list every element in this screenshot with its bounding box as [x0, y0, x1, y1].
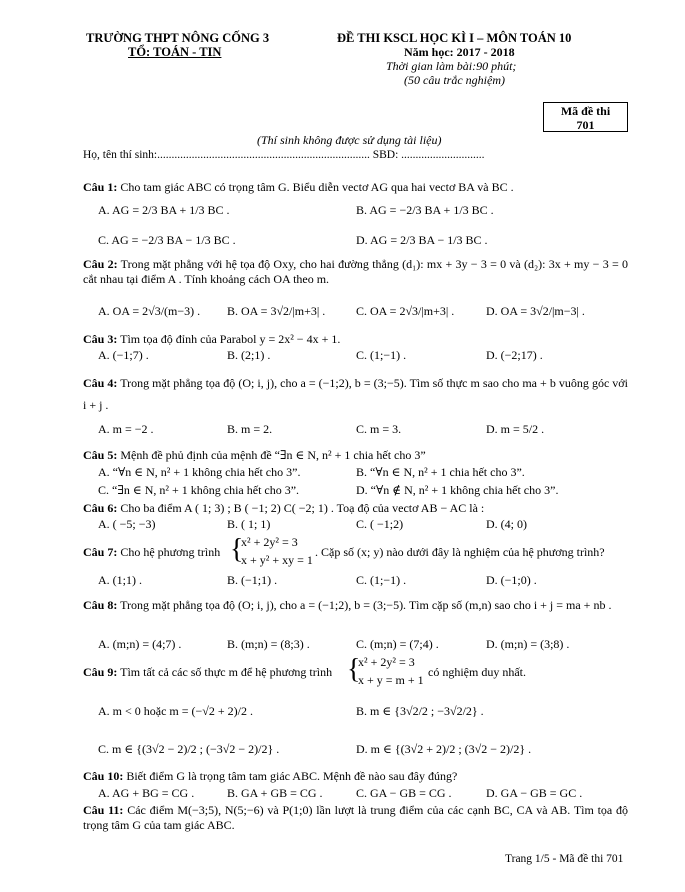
exam-code-box [543, 102, 628, 132]
exam-title: ĐỀ THI KSCL HỌC KÌ I – MÔN TOÁN 10 [337, 31, 572, 45]
q4-option-d: D. m = 5/2 . [486, 422, 545, 436]
exam-code-value: 701 [576, 118, 595, 132]
q4-option-a: A. m = −2 . [98, 422, 154, 436]
q3-option-c: C. (1;−1) . [356, 348, 407, 362]
question-6: Câu 6: Cho ba điểm A ( 1; 3) ; B ( −1; 2) C( −2; 1) . Toạ độ của vectơ AB − AC là : [83, 501, 485, 515]
question-11: Câu 11: Các điểm M(−3;5), N(5;−6) và P(1;0) lần lượt là trung điểm của các cạnh BC, CA và AB. Tìm tọa độ trọng tâm G của tam giác ABC. [83, 803, 628, 832]
q5-option-c: C. “∃n ∈ N, n² + 1 không chia hết cho 3”. [98, 483, 300, 497]
q7-system-brace: { [230, 534, 244, 565]
q8-option-c: C. (m;n) = (7;4) . [356, 637, 439, 651]
q3-option-a: A. (−1;7) . [98, 348, 149, 362]
exam-code-label: Mã đề thi [560, 104, 611, 118]
q9-option-d: D. m ∈ {(3√2 + 2)/2 ; (3√2 − 2)/2} . [356, 742, 532, 756]
question-4: Câu 4: Trong mặt phẳng tọa độ (O; i, j), cho a = (−1;2), b = (3;−5). Tìm số thực m sao cho ma + b vuông góc với i + j . [83, 376, 628, 412]
question-10: Câu 10: Biết điểm G là trọng tâm tam giác ABC. Mệnh đề nào sau đây đúng? [83, 769, 458, 783]
q9-option-c: C. m ∈ {(3√2 − 2)/2 ; (−3√2 − 2)/2} . [98, 742, 280, 756]
exam-time: Thời gian làm bài:90 phút; [386, 59, 517, 73]
q10-option-c: C. GA − GB = CG . [356, 786, 452, 800]
q9-option-a: A. m < 0 hoặc m = (−√2 + 2)/2 . [98, 704, 253, 718]
school-name: TRƯỜNG THPT NÔNG CỐNG 3 [86, 31, 270, 45]
department-name: TỔ: TOÁN - TIN [128, 45, 222, 59]
q7-system-eq1: x² + 2y² = 3 [241, 535, 298, 549]
notice: (Thí sinh không được sử dụng tài liệu) [257, 133, 442, 147]
q4-option-c: C. m = 3. [356, 422, 402, 436]
question-5: Câu 5: Mệnh đề phủ định của mệnh đề “∃n ∈ N, n² + 1 chia hết cho 3” [83, 448, 426, 462]
q6-option-d: D. (4; 0) [486, 517, 527, 531]
q9-system-eq2: x + y = m + 1 [358, 673, 424, 687]
q4-option-b: B. m = 2. [227, 422, 273, 436]
q1-option-d: D. AG = 2/3 BA − 1/3 BC . [356, 233, 488, 247]
q9-system-brace: { [347, 654, 361, 685]
student-info-line: Họ, tên thí sinh:.......................................................................... SBD: ............................. [83, 149, 485, 161]
q9-option-b: B. m ∈ {3√2/2 ; −3√2/2} . [356, 704, 484, 718]
q1-option-a: A. AG = 2/3 BA + 1/3 BC . [98, 203, 230, 217]
q2-option-b: B. OA = 3√2/|m+3| . [227, 304, 326, 318]
q8-option-a: A. (m;n) = (4;7) . [98, 637, 182, 651]
question-3: Câu 3: Tìm tọa độ đỉnh của Parabol y = 2x² − 4x + 1. [83, 332, 341, 346]
school-year: Năm học: 2017 - 2018 [404, 45, 515, 59]
question-9: Câu 9: Tìm tất cả các số thực m để hệ phương trình { x² + 2y² = 3 x + y = m + 1 có nghiệm duy nhất. [83, 654, 526, 687]
q6-option-c: C. ( −1;2) [356, 517, 404, 531]
q10-option-d: D. GA − GB = GC . [486, 786, 583, 800]
q6-option-a: A. ( −5; −3) [98, 517, 156, 531]
q2-option-d: D. OA = 3√2/|m−3| . [486, 304, 585, 318]
q7-text-after: . Cặp số (x; y) nào dưới đây là nghiệm của hệ phương trình? [315, 545, 605, 559]
q7-option-d: D. (−1;0) . [486, 573, 537, 587]
q8-option-d: D. (m;n) = (3;8) . [486, 637, 570, 651]
q7-option-b: B. (−1;1) . [227, 573, 278, 587]
q10-option-b: B. GA + GB = CG . [227, 786, 323, 800]
q5-option-a: A. “∀n ∈ N, n² + 1 không chia hết cho 3”. [98, 465, 301, 479]
question-8: Câu 8: Trong mặt phẳng tọa độ (O; i, j), cho a = (−1;2), b = (3;−5). Tìm cặp số (m,n) sao cho i + j = ma + nb . [83, 598, 612, 612]
question-count: (50 câu trắc nghiệm) [404, 73, 505, 87]
q5-option-b: B. “∀n ∈ N, n² + 1 chia hết cho 3”. [356, 465, 525, 479]
q10-option-a: A. AG + BG = CG . [98, 786, 195, 800]
question-2: Câu 2: Trong mặt phẳng với hệ tọa độ Oxy, cho hai đường thẳng (d₁): mx + 3y − 3 = 0 và (d₂): 3x + my − 3 = 0 cắt nhau tại điểm A . Tính khoảng cách OA theo m. [83, 257, 628, 286]
question-1: Câu 1: Cho tam giác ABC có trọng tâm G. Biểu diễn vectơ AG qua hai vectơ BA và BC . [83, 180, 514, 194]
q7-system-eq2: x + y² + xy = 1 [241, 553, 313, 567]
page-footer: Trang 1/5 - Mã đề thi 701 [505, 853, 624, 865]
q7-option-c: C. (1;−1) . [356, 573, 407, 587]
q1-option-c: C. AG = −2/3 BA − 1/3 BC . [98, 233, 236, 247]
q2-option-c: C. OA = 2√3/|m+3| . [356, 304, 455, 318]
q8-option-b: B. (m;n) = (8;3) . [227, 637, 310, 651]
q9-system-eq1: x² + 2y² = 3 [358, 655, 415, 669]
question-7: Câu 7: Cho hệ phương trình { x² + 2y² = 3 x + y² + xy = 1 . Cặp số (x; y) nào dưới đây là nghiệm của hệ phương trình? [83, 534, 605, 567]
q3-option-d: D. (−2;17) . [486, 348, 543, 362]
q1-option-b: B. AG = −2/3 BA + 1/3 BC . [356, 203, 494, 217]
q6-option-b: B. ( 1; 1) [227, 517, 271, 531]
q2-option-a: A. OA = 2√3/(m−3) . [98, 304, 201, 318]
q9-text-after: có nghiệm duy nhất. [428, 665, 526, 679]
q3-option-b: B. (2;1) . [227, 348, 271, 362]
q7-option-a: A. (1;1) . [98, 573, 142, 587]
q5-option-d: D. “∀n ∉ N, n² + 1 không chia hết cho 3”. [356, 483, 559, 497]
